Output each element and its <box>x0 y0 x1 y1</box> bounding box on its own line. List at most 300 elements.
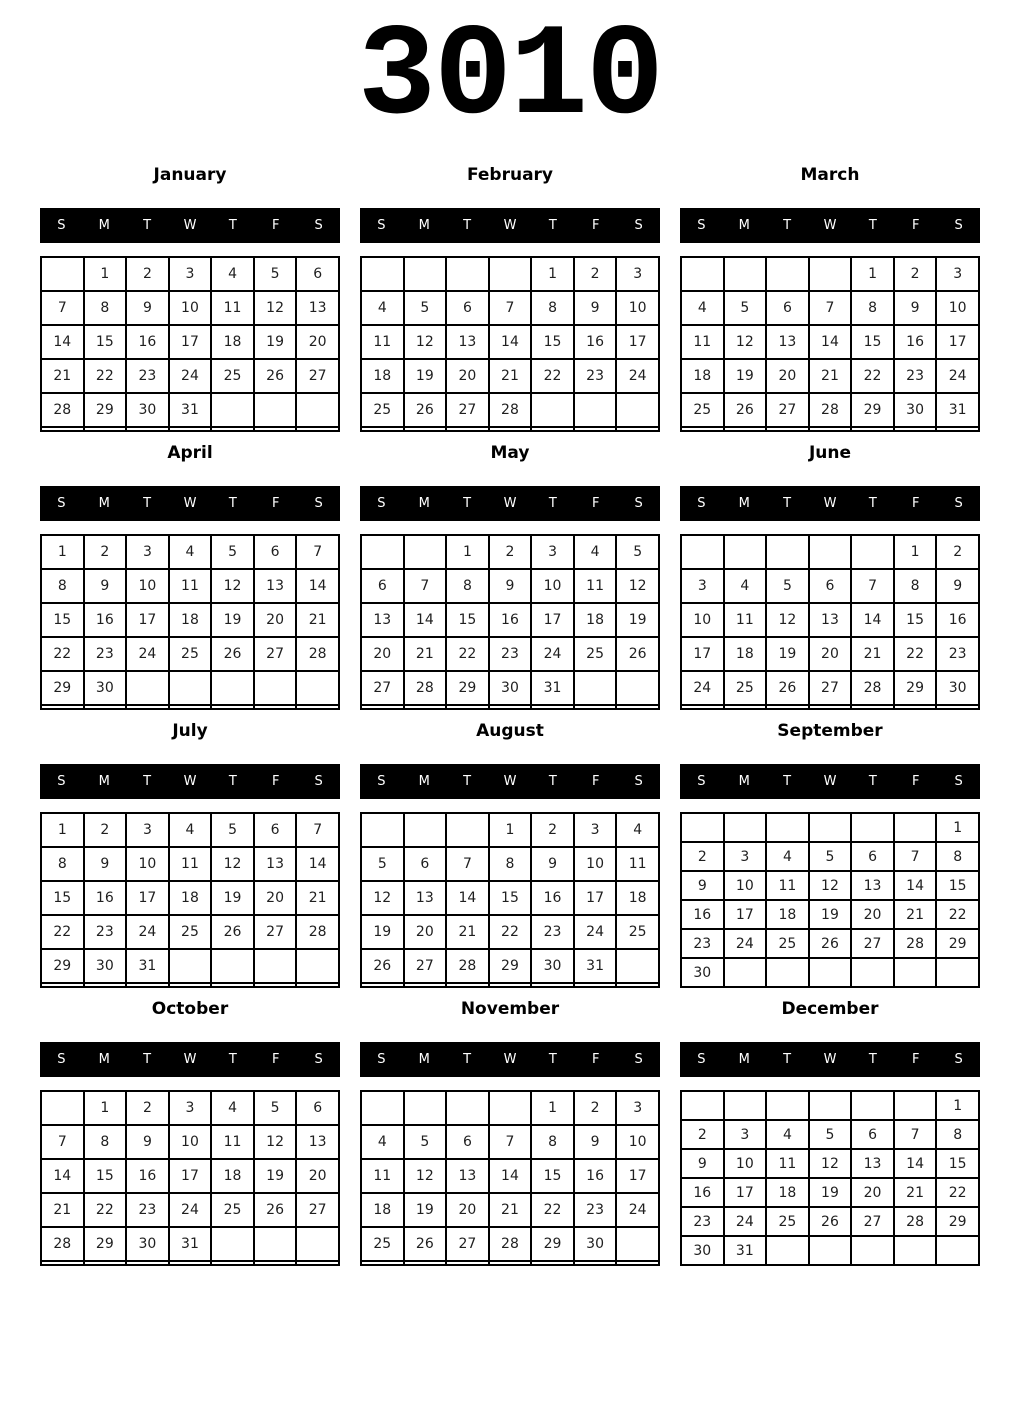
day-cell: 30 <box>126 393 169 427</box>
day-cell: 17 <box>936 325 979 359</box>
week-row <box>361 535 659 569</box>
weekday-label: T <box>783 496 792 511</box>
day-cell: 20 <box>446 1193 489 1227</box>
empty-day-cell <box>361 1261 404 1265</box>
day-cell: 2 <box>681 842 724 871</box>
day-cell: 3 <box>616 257 659 291</box>
empty-day-cell <box>851 705 894 709</box>
day-cell: 18 <box>211 1159 254 1193</box>
day-cell: 17 <box>574 881 617 915</box>
day-cell: 30 <box>126 1227 169 1261</box>
day-cell: 23 <box>531 915 574 949</box>
day-cell: 8 <box>41 569 84 603</box>
day-cell: 6 <box>296 1091 339 1125</box>
day-cell: 25 <box>211 1193 254 1227</box>
day-cell: 24 <box>531 637 574 671</box>
day-cell: 29 <box>851 393 894 427</box>
day-cell: 12 <box>809 871 852 900</box>
weekday-header-bar <box>680 1042 980 1077</box>
empty-day-cell <box>41 705 84 709</box>
day-cell: 28 <box>894 1207 937 1236</box>
day-cell: 8 <box>446 569 489 603</box>
day-cell: 27 <box>446 393 489 427</box>
week-row <box>41 603 339 637</box>
day-cell: 16 <box>574 1159 617 1193</box>
day-cell: 3 <box>126 813 169 847</box>
empty-day-cell <box>766 705 809 709</box>
weekday-label: S <box>314 496 323 511</box>
month-block <box>360 165 660 443</box>
empty-day-cell <box>446 813 489 847</box>
empty-day-cell <box>574 1261 617 1265</box>
weekday-label: W <box>503 218 517 233</box>
day-cell: 7 <box>296 813 339 847</box>
day-cell: 22 <box>41 915 84 949</box>
day-cell: 26 <box>211 637 254 671</box>
day-cell: 24 <box>724 1207 767 1236</box>
week-row <box>681 813 979 842</box>
weekday-label: S <box>634 1052 643 1067</box>
empty-day-cell <box>936 705 979 709</box>
day-cell: 11 <box>361 325 404 359</box>
weekday-label: T <box>868 774 877 789</box>
day-cell: 23 <box>84 915 127 949</box>
weekday-label: T <box>228 774 237 789</box>
day-cell: 5 <box>724 291 767 325</box>
day-cell: 16 <box>531 881 574 915</box>
day-cell: 16 <box>681 1178 724 1207</box>
day-cell: 1 <box>851 257 894 291</box>
weekday-label: S <box>57 496 66 511</box>
day-cell: 21 <box>809 359 852 393</box>
day-cell: 11 <box>169 847 212 881</box>
day-cell: 24 <box>616 359 659 393</box>
week-row <box>41 705 339 709</box>
day-cell: 27 <box>296 359 339 393</box>
empty-day-cell <box>296 705 339 709</box>
day-cell: 11 <box>211 1125 254 1159</box>
weekday-label: S <box>314 774 323 789</box>
weekday-label: S <box>314 1052 323 1067</box>
day-cell: 2 <box>574 1091 617 1125</box>
day-cell: 13 <box>446 1159 489 1193</box>
empty-day-cell <box>809 257 852 291</box>
weekday-header-bar <box>40 486 340 521</box>
day-cell: 13 <box>404 881 447 915</box>
weekday-label: W <box>823 218 837 233</box>
empty-day-cell <box>254 983 297 987</box>
empty-day-cell <box>851 1236 894 1265</box>
empty-day-cell <box>574 705 617 709</box>
day-cell: 2 <box>126 1091 169 1125</box>
weekday-label: F <box>591 218 600 233</box>
empty-day-cell <box>616 705 659 709</box>
day-cell: 4 <box>681 291 724 325</box>
empty-day-cell <box>894 813 937 842</box>
day-cell: 21 <box>41 359 84 393</box>
day-cell: 30 <box>894 393 937 427</box>
empty-day-cell <box>681 535 724 569</box>
day-cell: 31 <box>531 671 574 705</box>
day-cell: 15 <box>84 1159 127 1193</box>
empty-day-cell <box>531 983 574 987</box>
day-cell: 19 <box>766 637 809 671</box>
day-cell: 22 <box>41 637 84 671</box>
empty-day-cell <box>489 427 532 431</box>
day-cell: 24 <box>616 1193 659 1227</box>
day-cell: 28 <box>41 393 84 427</box>
week-row <box>41 949 339 983</box>
day-cell: 3 <box>531 535 574 569</box>
week-row <box>361 1125 659 1159</box>
day-cell: 28 <box>851 671 894 705</box>
day-cell: 6 <box>296 257 339 291</box>
day-cell: 4 <box>211 1091 254 1125</box>
empty-day-cell <box>809 958 852 987</box>
weekday-label: T <box>548 1052 557 1067</box>
week-row <box>681 1149 979 1178</box>
week-row <box>681 871 979 900</box>
day-cell: 14 <box>489 325 532 359</box>
empty-day-cell <box>766 427 809 431</box>
weekday-label: S <box>377 496 386 511</box>
weekday-header-bar <box>680 764 980 799</box>
empty-day-cell <box>616 949 659 983</box>
empty-day-cell <box>254 427 297 431</box>
month-block <box>40 165 340 443</box>
day-cell: 18 <box>616 881 659 915</box>
day-cell: 20 <box>809 637 852 671</box>
month-block <box>40 999 340 1277</box>
day-cell: 28 <box>296 637 339 671</box>
day-cell: 25 <box>361 1227 404 1261</box>
day-cell: 2 <box>531 813 574 847</box>
day-cell: 21 <box>894 1178 937 1207</box>
day-cell: 7 <box>404 569 447 603</box>
week-row <box>41 813 339 847</box>
day-cell: 27 <box>254 915 297 949</box>
day-cell: 11 <box>616 847 659 881</box>
empty-day-cell <box>254 705 297 709</box>
week-row <box>361 949 659 983</box>
day-cell: 8 <box>531 291 574 325</box>
empty-day-cell <box>681 427 724 431</box>
day-cell: 16 <box>126 1159 169 1193</box>
day-cell: 18 <box>169 603 212 637</box>
day-cell: 14 <box>894 871 937 900</box>
empty-day-cell <box>361 705 404 709</box>
day-cell: 19 <box>361 915 404 949</box>
day-cell: 10 <box>616 291 659 325</box>
weekday-label: F <box>911 774 920 789</box>
day-cell: 20 <box>404 915 447 949</box>
weekday-label: F <box>911 496 920 511</box>
day-cell: 6 <box>254 535 297 569</box>
day-cell: 17 <box>169 325 212 359</box>
day-cell: 22 <box>936 900 979 929</box>
day-cell: 3 <box>169 257 212 291</box>
weekday-label: F <box>911 1052 920 1067</box>
day-cell: 6 <box>851 1120 894 1149</box>
empty-day-cell <box>681 1091 724 1120</box>
weekday-label: F <box>271 1052 280 1067</box>
day-cell: 19 <box>724 359 767 393</box>
day-cell: 13 <box>361 603 404 637</box>
month-name: February <box>466 165 554 185</box>
empty-day-cell <box>851 427 894 431</box>
day-cell: 16 <box>84 881 127 915</box>
day-cell: 18 <box>574 603 617 637</box>
day-cell: 10 <box>724 871 767 900</box>
day-cell: 27 <box>809 671 852 705</box>
day-cell: 2 <box>894 257 937 291</box>
weekday-label: S <box>57 218 66 233</box>
day-cell: 8 <box>936 1120 979 1149</box>
empty-day-cell <box>851 958 894 987</box>
month-block <box>680 165 980 443</box>
day-cell: 12 <box>809 1149 852 1178</box>
day-cell: 30 <box>574 1227 617 1261</box>
empty-day-cell <box>851 813 894 842</box>
week-row <box>41 637 339 671</box>
day-cell: 18 <box>211 325 254 359</box>
day-cell: 15 <box>851 325 894 359</box>
week-row <box>361 1159 659 1193</box>
empty-day-cell <box>936 427 979 431</box>
day-cell: 26 <box>809 1207 852 1236</box>
day-cell: 20 <box>254 881 297 915</box>
day-cell: 25 <box>681 393 724 427</box>
day-cell: 19 <box>809 900 852 929</box>
empty-day-cell <box>254 949 297 983</box>
day-cell: 29 <box>84 393 127 427</box>
day-cell: 18 <box>681 359 724 393</box>
weekday-label: S <box>697 496 706 511</box>
day-cell: 18 <box>361 359 404 393</box>
week-row <box>361 359 659 393</box>
day-cell: 12 <box>211 569 254 603</box>
empty-day-cell <box>936 1236 979 1265</box>
day-cell: 17 <box>681 637 724 671</box>
empty-day-cell <box>126 705 169 709</box>
week-row <box>41 393 339 427</box>
empty-day-cell <box>404 813 447 847</box>
day-cell: 22 <box>936 1178 979 1207</box>
day-cell: 31 <box>724 1236 767 1265</box>
day-cell: 19 <box>404 1193 447 1227</box>
empty-day-cell <box>724 1091 767 1120</box>
weekday-label: T <box>463 218 472 233</box>
weekday-label: M <box>418 1052 430 1067</box>
day-cell: 22 <box>531 1193 574 1227</box>
weekday-label: M <box>98 496 110 511</box>
month-name: January <box>153 165 227 185</box>
day-cell: 13 <box>851 871 894 900</box>
day-cell: 1 <box>446 535 489 569</box>
empty-day-cell <box>211 427 254 431</box>
week-row <box>361 813 659 847</box>
empty-day-cell <box>361 983 404 987</box>
weekday-label: W <box>183 774 197 789</box>
day-cell: 4 <box>724 569 767 603</box>
week-row <box>41 325 339 359</box>
weekday-label: T <box>783 1052 792 1067</box>
day-cell: 7 <box>809 291 852 325</box>
week-row <box>681 1207 979 1236</box>
day-cell: 31 <box>169 1227 212 1261</box>
day-cell: 1 <box>84 257 127 291</box>
week-row <box>681 900 979 929</box>
day-cell: 23 <box>681 1207 724 1236</box>
week-row <box>41 427 339 431</box>
day-cell: 21 <box>296 603 339 637</box>
day-cell: 14 <box>296 847 339 881</box>
weekday-label: T <box>228 218 237 233</box>
week-row <box>361 257 659 291</box>
day-cell: 4 <box>361 291 404 325</box>
day-cell: 29 <box>84 1227 127 1261</box>
day-cell: 23 <box>574 359 617 393</box>
day-cell: 4 <box>574 535 617 569</box>
day-cell: 10 <box>126 847 169 881</box>
day-cell: 12 <box>724 325 767 359</box>
day-cell: 20 <box>296 325 339 359</box>
day-cell: 20 <box>851 1178 894 1207</box>
week-row <box>361 1193 659 1227</box>
day-cell: 29 <box>531 1227 574 1261</box>
empty-day-cell <box>616 671 659 705</box>
empty-day-cell <box>84 983 127 987</box>
week-row <box>361 915 659 949</box>
weekday-label: S <box>314 218 323 233</box>
week-row <box>681 257 979 291</box>
empty-day-cell <box>169 705 212 709</box>
day-cell: 14 <box>41 1159 84 1193</box>
weekday-label: S <box>697 1052 706 1067</box>
empty-day-cell <box>489 705 532 709</box>
day-cell: 1 <box>531 1091 574 1125</box>
day-cell: 26 <box>254 359 297 393</box>
month-name: July <box>172 721 208 741</box>
week-row <box>41 983 339 987</box>
day-cell: 31 <box>169 393 212 427</box>
day-cell: 10 <box>574 847 617 881</box>
day-cell: 28 <box>489 1227 532 1261</box>
empty-day-cell <box>616 983 659 987</box>
weekday-label: M <box>738 496 750 511</box>
month-block <box>680 721 980 999</box>
day-cell: 28 <box>809 393 852 427</box>
day-cell: 15 <box>936 871 979 900</box>
calendar-table <box>680 1090 980 1266</box>
day-cell: 5 <box>766 569 809 603</box>
empty-day-cell <box>404 1261 447 1265</box>
day-cell: 8 <box>41 847 84 881</box>
day-cell: 23 <box>489 637 532 671</box>
day-cell: 24 <box>936 359 979 393</box>
weekday-label: F <box>591 1052 600 1067</box>
empty-day-cell <box>809 1091 852 1120</box>
calendar-table <box>680 534 980 710</box>
weekday-label: T <box>228 1052 237 1067</box>
day-cell: 6 <box>766 291 809 325</box>
weekday-label: M <box>418 496 430 511</box>
day-cell: 29 <box>936 1207 979 1236</box>
calendar-table <box>360 1090 660 1266</box>
day-cell: 27 <box>404 949 447 983</box>
day-cell: 9 <box>574 291 617 325</box>
empty-day-cell <box>211 1261 254 1265</box>
day-cell: 28 <box>41 1227 84 1261</box>
day-cell: 15 <box>41 881 84 915</box>
empty-day-cell <box>724 427 767 431</box>
day-cell: 17 <box>531 603 574 637</box>
day-cell: 21 <box>489 359 532 393</box>
month-block <box>360 443 660 721</box>
day-cell: 3 <box>724 1120 767 1149</box>
week-row <box>41 535 339 569</box>
day-cell: 9 <box>531 847 574 881</box>
day-cell: 15 <box>531 1159 574 1193</box>
empty-day-cell <box>766 1091 809 1120</box>
empty-day-cell <box>169 671 212 705</box>
week-row <box>681 637 979 671</box>
day-cell: 3 <box>936 257 979 291</box>
day-cell: 6 <box>361 569 404 603</box>
weekday-label: T <box>548 218 557 233</box>
day-cell: 10 <box>936 291 979 325</box>
empty-day-cell <box>766 257 809 291</box>
weekday-label: T <box>783 218 792 233</box>
empty-day-cell <box>296 1227 339 1261</box>
day-cell: 25 <box>574 637 617 671</box>
month-block <box>680 443 980 721</box>
empty-day-cell <box>41 983 84 987</box>
day-cell: 7 <box>894 1120 937 1149</box>
weekday-label: T <box>228 496 237 511</box>
empty-day-cell <box>361 257 404 291</box>
weekday-label: F <box>911 218 920 233</box>
empty-day-cell <box>296 427 339 431</box>
empty-day-cell <box>936 958 979 987</box>
calendar-table <box>40 256 340 432</box>
empty-day-cell <box>254 1261 297 1265</box>
calendar-table <box>40 534 340 710</box>
empty-day-cell <box>766 813 809 842</box>
day-cell: 28 <box>894 929 937 958</box>
day-cell: 29 <box>41 949 84 983</box>
empty-day-cell <box>851 1091 894 1120</box>
day-cell: 12 <box>361 881 404 915</box>
day-cell: 13 <box>254 847 297 881</box>
day-cell: 26 <box>616 637 659 671</box>
day-cell: 7 <box>446 847 489 881</box>
day-cell: 28 <box>404 671 447 705</box>
day-cell: 12 <box>404 1159 447 1193</box>
day-cell: 9 <box>894 291 937 325</box>
day-cell: 21 <box>446 915 489 949</box>
weekday-label: S <box>377 774 386 789</box>
weekday-label: T <box>868 1052 877 1067</box>
day-cell: 14 <box>489 1159 532 1193</box>
day-cell: 24 <box>126 637 169 671</box>
day-cell: 5 <box>809 842 852 871</box>
day-cell: 14 <box>404 603 447 637</box>
week-row <box>361 291 659 325</box>
week-row <box>361 705 659 709</box>
day-cell: 16 <box>936 603 979 637</box>
day-cell: 25 <box>361 393 404 427</box>
